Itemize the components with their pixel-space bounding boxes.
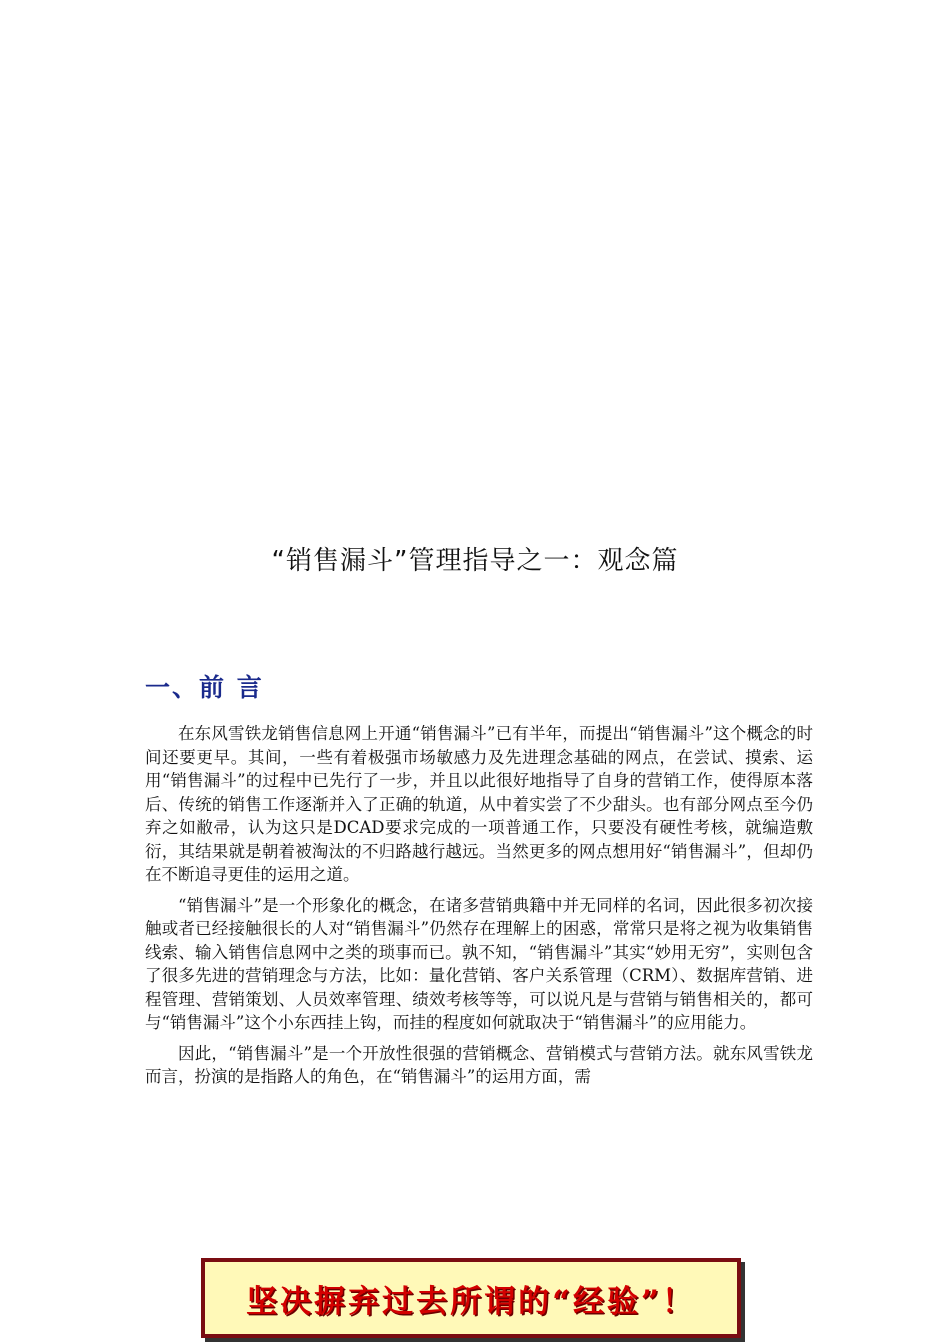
slogan-text: 坚决摒弃过去所谓的“经验”！ [246,1283,696,1320]
body-text [145,722,813,1096]
paragraph-1: 在东风雪铁龙销售信息网上开通“销售漏斗”已有半年，而提出“销售漏斗”这个概念的时间还要更早。其间，一些有着极强市场敏感力及先进理念基础的网点，在尝试、摸索、运用“销售漏斗”的过程中已先行了一步，并且以此很好地指导了自身的营销工作，使得原本落后、传统的销售工作逐渐并入了正确的轨道，从中着实尝了不少甜头。也有部分网点至今仍弃之如敝帚，认为这只是DCAD要求完成的一项普通工作，只要没有硬性考核，就编造敷衍，其结果就是朝着被淘汰的不归路越行越远。当然更多的网点想用好“销售漏斗”，但却仍在不断追寻更佳的运用之道。 [145,724,813,884]
paragraph-3: 因此，“销售漏斗”是一个开放性很强的营销概念、营销模式与营销方法。就东风雪铁龙而言，扮演的是指路人的角色，在“销售漏斗”的运用方面，需 [145,1043,813,1086]
slogan-banner [201,1258,741,1338]
section-heading-preface: 一、前 言 [145,673,264,702]
paragraph-2: “销售漏斗”是一个形象化的概念，在诸多营销典籍中并无同样的名词，因此很多初次接触或者已经接触很长的人对“销售漏斗”仍然存在理解上的困惑，常常只是将之视为收集销售线索、输入销售信息网中之类的琐事而已。孰不知，“销售漏斗”其实“妙用无穷”，实则包含了很多先进的营销理念与方法，比如：量化营销、客户关系管理（CRM）、数据库营销、进程管理、营销策划、人员效率管理、绩效考核等等，可以说凡是与营销与销售相关的，都可与“销售漏斗”这个小东西挂上钩，而挂的程度如何就取决于“销售漏斗”的应用能力。 [145,895,813,1032]
document-title: “销售漏斗”管理指导之一：观念篇 [271,546,679,576]
